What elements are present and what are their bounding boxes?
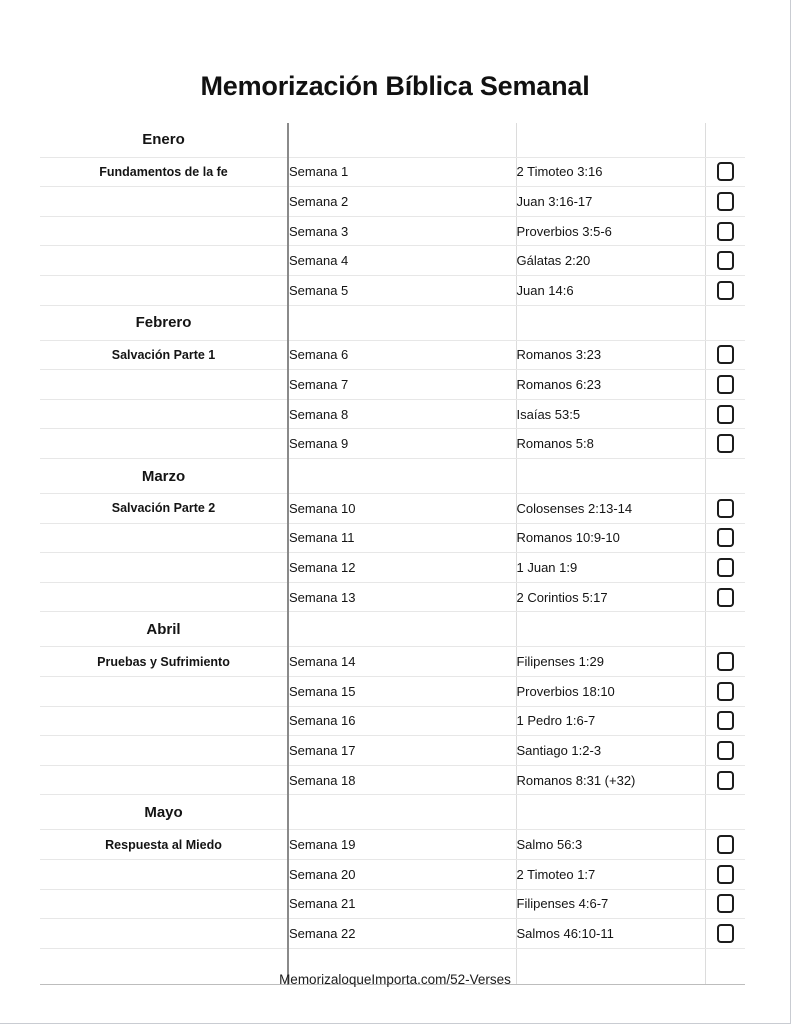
- empty-checkbox-icon[interactable]: [717, 711, 734, 730]
- week-cell-empty: [288, 612, 516, 647]
- checkbox-cell: [705, 157, 745, 187]
- month-header-row: [40, 305, 745, 340]
- verse-reference: Romanos 5:8: [516, 429, 705, 459]
- empty-checkbox-icon[interactable]: [717, 865, 734, 884]
- table-row: [40, 523, 745, 553]
- reference-cell-empty: [516, 795, 705, 830]
- table-row: [40, 370, 745, 400]
- checkbox-cell: [705, 553, 745, 583]
- week-cell-empty: [288, 459, 516, 494]
- week-label: Semana 9: [288, 429, 516, 459]
- empty-checkbox-icon[interactable]: [717, 835, 734, 854]
- checkbox-cell-empty: [705, 795, 745, 830]
- empty-checkbox-icon[interactable]: [717, 741, 734, 760]
- month-header-row: [40, 795, 745, 830]
- checkbox-cell: [705, 889, 745, 919]
- theme-label: Respuesta al Miedo: [40, 830, 288, 860]
- week-cell-empty: [288, 123, 516, 158]
- table-row: [40, 187, 745, 217]
- empty-checkbox-icon[interactable]: [717, 499, 734, 518]
- empty-checkbox-icon[interactable]: [717, 434, 734, 453]
- week-label: Semana 8: [288, 399, 516, 429]
- verse-reference: Proverbios 3:5-6: [516, 216, 705, 246]
- verse-reference: Santiago 1:2-3: [516, 736, 705, 766]
- week-label: Semana 20: [288, 859, 516, 889]
- verse-reference: Gálatas 2:20: [516, 246, 705, 276]
- theme-spacer: [40, 276, 288, 306]
- theme-spacer: [40, 399, 288, 429]
- week-label: Semana 5: [288, 276, 516, 306]
- schedule-body: [40, 123, 745, 985]
- checkbox-cell: [705, 859, 745, 889]
- table-row: [40, 582, 745, 612]
- verse-reference: Juan 3:16-17: [516, 187, 705, 217]
- checkbox-cell: [705, 494, 745, 524]
- table-row: [40, 340, 745, 370]
- verse-reference: Salmo 56:3: [516, 830, 705, 860]
- verse-reference: Juan 14:6: [516, 276, 705, 306]
- theme-spacer: [40, 919, 288, 949]
- table-row: [40, 429, 745, 459]
- table-row: [40, 246, 745, 276]
- month-header-row: [40, 123, 745, 158]
- empty-checkbox-icon[interactable]: [717, 528, 734, 547]
- checkbox-cell: [705, 429, 745, 459]
- checkbox-cell-empty: [705, 123, 745, 158]
- empty-checkbox-icon[interactable]: [717, 281, 734, 300]
- empty-checkbox-icon[interactable]: [717, 192, 734, 211]
- verse-reference: Romanos 10:9-10: [516, 523, 705, 553]
- theme-spacer: [40, 553, 288, 583]
- week-cell-empty: [288, 795, 516, 830]
- theme-spacer: [40, 765, 288, 795]
- empty-checkbox-icon[interactable]: [717, 375, 734, 394]
- checkbox-cell: [705, 919, 745, 949]
- month-name-abril: Abril: [40, 612, 288, 647]
- theme-spacer: [40, 429, 288, 459]
- empty-checkbox-icon[interactable]: [717, 162, 734, 181]
- theme-label: Salvación Parte 1: [40, 340, 288, 370]
- week-label: Semana 1: [288, 157, 516, 187]
- theme-spacer: [40, 582, 288, 612]
- theme-spacer: [40, 859, 288, 889]
- empty-checkbox-icon[interactable]: [717, 345, 734, 364]
- verse-reference: Proverbios 18:10: [516, 677, 705, 707]
- empty-checkbox-icon[interactable]: [717, 558, 734, 577]
- theme-spacer: [40, 187, 288, 217]
- week-label: Semana 10: [288, 494, 516, 524]
- empty-checkbox-icon[interactable]: [717, 682, 734, 701]
- week-label: Semana 13: [288, 582, 516, 612]
- checkbox-cell: [705, 399, 745, 429]
- empty-checkbox-icon[interactable]: [717, 588, 734, 607]
- week-label: Semana 16: [288, 706, 516, 736]
- table-row: [40, 736, 745, 766]
- empty-checkbox-icon[interactable]: [717, 771, 734, 790]
- checkbox-cell-empty: [705, 459, 745, 494]
- week-label: Semana 3: [288, 216, 516, 246]
- verse-reference: 2 Corintios 5:17: [516, 582, 705, 612]
- week-label: Semana 18: [288, 765, 516, 795]
- empty-checkbox-icon[interactable]: [717, 894, 734, 913]
- empty-checkbox-icon[interactable]: [717, 251, 734, 270]
- verse-reference: Isaías 53:5: [516, 399, 705, 429]
- theme-spacer: [40, 246, 288, 276]
- verse-reference: 2 Timoteo 3:16: [516, 157, 705, 187]
- month-name-febrero: Febrero: [40, 305, 288, 340]
- checkbox-cell: [705, 370, 745, 400]
- month-name-marzo: Marzo: [40, 459, 288, 494]
- week-label: Semana 4: [288, 246, 516, 276]
- empty-checkbox-icon[interactable]: [717, 222, 734, 241]
- table-row: [40, 494, 745, 524]
- week-label: Semana 2: [288, 187, 516, 217]
- table-row: [40, 647, 745, 677]
- month-name-mayo: Mayo: [40, 795, 288, 830]
- theme-label: Salvación Parte 2: [40, 494, 288, 524]
- checkbox-cell: [705, 340, 745, 370]
- checkbox-cell: [705, 765, 745, 795]
- week-label: Semana 17: [288, 736, 516, 766]
- checkbox-cell: [705, 706, 745, 736]
- verse-reference: Salmos 46:10-11: [516, 919, 705, 949]
- checkbox-cell-empty: [705, 305, 745, 340]
- checkbox-cell: [705, 582, 745, 612]
- reference-cell-empty: [516, 123, 705, 158]
- table-row: [40, 859, 745, 889]
- table-row: [40, 889, 745, 919]
- empty-checkbox-icon[interactable]: [717, 405, 734, 424]
- checkbox-cell: [705, 276, 745, 306]
- theme-spacer: [40, 370, 288, 400]
- table-row: [40, 216, 745, 246]
- table-row: [40, 830, 745, 860]
- month-header-row: [40, 459, 745, 494]
- verse-reference: Romanos 8:31 (+32): [516, 765, 705, 795]
- checkbox-cell-empty: [705, 612, 745, 647]
- week-label: Semana 6: [288, 340, 516, 370]
- month-header-row: [40, 612, 745, 647]
- table-row: [40, 677, 745, 707]
- checkbox-cell: [705, 246, 745, 276]
- checkbox-cell: [705, 523, 745, 553]
- week-label: Semana 12: [288, 553, 516, 583]
- reference-cell-empty: [516, 459, 705, 494]
- page-title: Memorización Bíblica Semanal: [200, 71, 590, 101]
- theme-spacer: [40, 677, 288, 707]
- theme-spacer: [40, 889, 288, 919]
- checkbox-cell: [705, 830, 745, 860]
- week-label: Semana 11: [288, 523, 516, 553]
- memorization-schedule-table: [40, 123, 745, 985]
- table-row: [40, 157, 745, 187]
- week-cell-empty: [288, 305, 516, 340]
- theme-label: Pruebas y Sufrimiento: [40, 647, 288, 677]
- checkbox-cell: [705, 677, 745, 707]
- table-row: [40, 399, 745, 429]
- table-row: [40, 706, 745, 736]
- verse-reference: Filipenses 4:6-7: [516, 889, 705, 919]
- verse-reference: 1 Pedro 1:6-7: [516, 706, 705, 736]
- verse-reference: Filipenses 1:29: [516, 647, 705, 677]
- footer-url: MemorizaloqueImporta.com/52-Verses: [279, 972, 511, 987]
- verse-reference: 2 Timoteo 1:7: [516, 859, 705, 889]
- verse-reference: Romanos 6:23: [516, 370, 705, 400]
- empty-checkbox-icon[interactable]: [717, 652, 734, 671]
- week-label: Semana 7: [288, 370, 516, 400]
- week-label: Semana 19: [288, 830, 516, 860]
- week-label: Semana 21: [288, 889, 516, 919]
- theme-spacer: [40, 736, 288, 766]
- theme-spacer: [40, 706, 288, 736]
- checkbox-cell: [705, 216, 745, 246]
- week-label: Semana 15: [288, 677, 516, 707]
- checkbox-cell: [705, 736, 745, 766]
- verse-reference: Colosenses 2:13-14: [516, 494, 705, 524]
- reference-cell-empty: [516, 305, 705, 340]
- table-row: [40, 765, 745, 795]
- checkbox-cell: [705, 647, 745, 677]
- week-label: Semana 22: [288, 919, 516, 949]
- empty-checkbox-icon[interactable]: [717, 924, 734, 943]
- theme-label: Fundamentos de la fe: [40, 157, 288, 187]
- theme-spacer: [40, 523, 288, 553]
- table-row: [40, 553, 745, 583]
- week-label: Semana 14: [288, 647, 516, 677]
- verse-reference: Romanos 3:23: [516, 340, 705, 370]
- checkbox-cell: [705, 187, 745, 217]
- month-name-enero: Enero: [40, 123, 288, 158]
- table-row: [40, 276, 745, 306]
- table-row: [40, 919, 745, 949]
- theme-spacer: [40, 216, 288, 246]
- schedule-table-container: [0, 123, 790, 985]
- verse-reference: 1 Juan 1:9: [516, 553, 705, 583]
- reference-cell-empty: [516, 612, 705, 647]
